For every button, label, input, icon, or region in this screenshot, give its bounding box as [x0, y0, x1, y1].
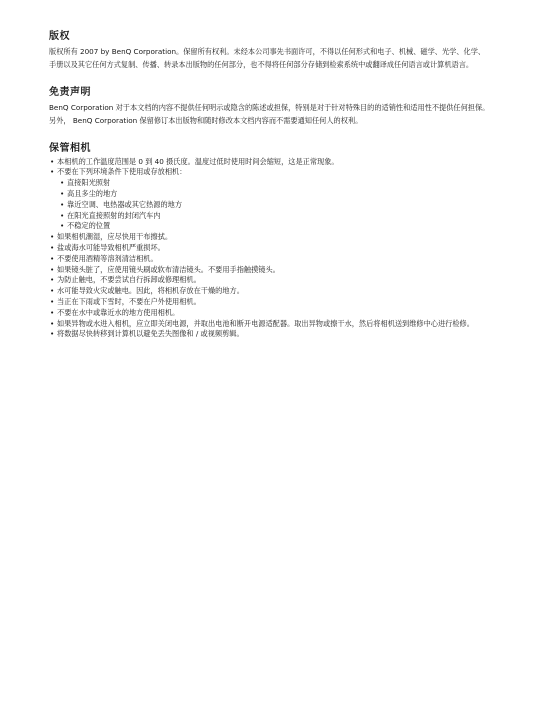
list-item-text: 不稳定的位置: [67, 221, 111, 231]
bullet-icon: •: [50, 286, 55, 296]
bullet-icon: •: [50, 156, 55, 166]
copyright-section: [49, 30, 491, 72]
bullet-icon: •: [60, 178, 65, 188]
list-item: [49, 275, 491, 286]
list-item: [49, 297, 491, 308]
bullet-icon: •: [60, 221, 65, 231]
list-item-text: 不要使用酒精等溶剂清洁相机。: [57, 253, 158, 263]
list-item: [49, 232, 491, 243]
list-item-text: 盐或海水可能导致相机严重损坏。: [57, 243, 165, 252]
care-list: [49, 157, 491, 341]
bullet-icon: •: [50, 243, 55, 252]
bullet-icon: •: [50, 232, 55, 242]
care-heading: 保管相机: [49, 142, 91, 154]
list-item-text: 如果相机潮湿，应尽快用干布擦拭。: [57, 232, 173, 242]
list-item: [49, 286, 491, 297]
bullet-icon: •: [60, 199, 65, 209]
list-item-text: 水可能导致火灾或触电。因此，将相机存放在干燥的地方。: [57, 286, 244, 296]
sub-list-item: [49, 211, 491, 222]
disclaimer-section: [49, 86, 491, 128]
list-item-text: 靠近空调、电热器或其它热源的地方: [67, 199, 183, 209]
bullet-icon: •: [60, 189, 65, 199]
sub-list-item: [49, 189, 491, 200]
list-item-text: 在阳光直接照射的封闭汽车内: [67, 210, 161, 220]
list-item: [49, 265, 491, 276]
list-item-text: 当正在下雨或下雪时，不要在户外使用相机。: [57, 296, 201, 306]
bullet-icon: •: [50, 275, 55, 285]
bullet-icon: •: [50, 264, 55, 274]
document-page: [49, 30, 491, 354]
list-item: [49, 308, 491, 319]
sub-list-item: [49, 200, 491, 211]
list-item-text: 如果异物或水进入相机，应立即关闭电源，并取出电池和断开电源适配器。取出异物或擦干水，然后将相机送到维修中心进行检修。: [57, 318, 474, 328]
care-section: [49, 142, 491, 341]
bullet-icon: •: [60, 210, 65, 220]
bullet-icon: •: [50, 318, 55, 328]
list-item-text: 如果镜头脏了，应使用镜头刷或软布清洁镜头。不要用手指触摸镜头。: [57, 264, 280, 274]
list-item: [49, 243, 491, 254]
sub-list-item: [49, 221, 491, 232]
list-item-text: 不要在水中或靠近水的地方使用相机。: [57, 307, 180, 317]
copyright-heading: 版权: [49, 31, 70, 42]
copyright-text: 版权所有 2007 by BenQ Corporation。保留所有权利。未经本公司事先书面许可，不得以任何形式和电子、机械、磁学、光学、化学、手册以及其它任何方式复制、传播、转录本出版物的任何部分，也不得将任何部分存储到检索系统中或翻译成任何语言或计算机语言。: [49, 47, 486, 70]
list-item: [49, 157, 491, 168]
disclaimer-text: BenQ Corporation 对于本文档的内容不提供任何明示或隐含的陈述或担保，特别是对于针对特殊目的的适销性和适用性不提供任何担保。另外， BenQ Corporation 保留修订本出版物和随时修改本文档内容而不需要通知任何人的权利。: [49, 102, 490, 126]
list-item-text: 将数据尽快转移到计算机以避免丢失图像和 / 或视频剪辑。: [57, 329, 244, 339]
list-item: [49, 254, 491, 265]
list-item: [49, 319, 491, 330]
sub-list-item: [49, 178, 491, 189]
list-item: [49, 329, 491, 340]
list-item-text: 为防止触电，不要尝试自行拆卸或修理相机。: [57, 275, 201, 285]
list-item-text: 本相机的工作温度范围是 0 到 40 摄氏度。温度过低时使用时间会缩短，这是正常现象。: [57, 156, 339, 166]
bullet-icon: •: [50, 296, 55, 306]
list-item: [49, 167, 491, 178]
list-item-text: 高且多尘的地方: [67, 189, 118, 199]
bullet-icon: •: [50, 329, 55, 339]
list-item-text: 不要在下列环境条件下使用或存放相机：: [57, 167, 187, 177]
bullet-icon: •: [50, 253, 55, 263]
bullet-icon: •: [50, 307, 55, 317]
list-item-text: 直接阳光照射: [67, 178, 111, 188]
bullet-icon: •: [50, 167, 55, 177]
disclaimer-heading: 免责声明: [49, 86, 91, 98]
